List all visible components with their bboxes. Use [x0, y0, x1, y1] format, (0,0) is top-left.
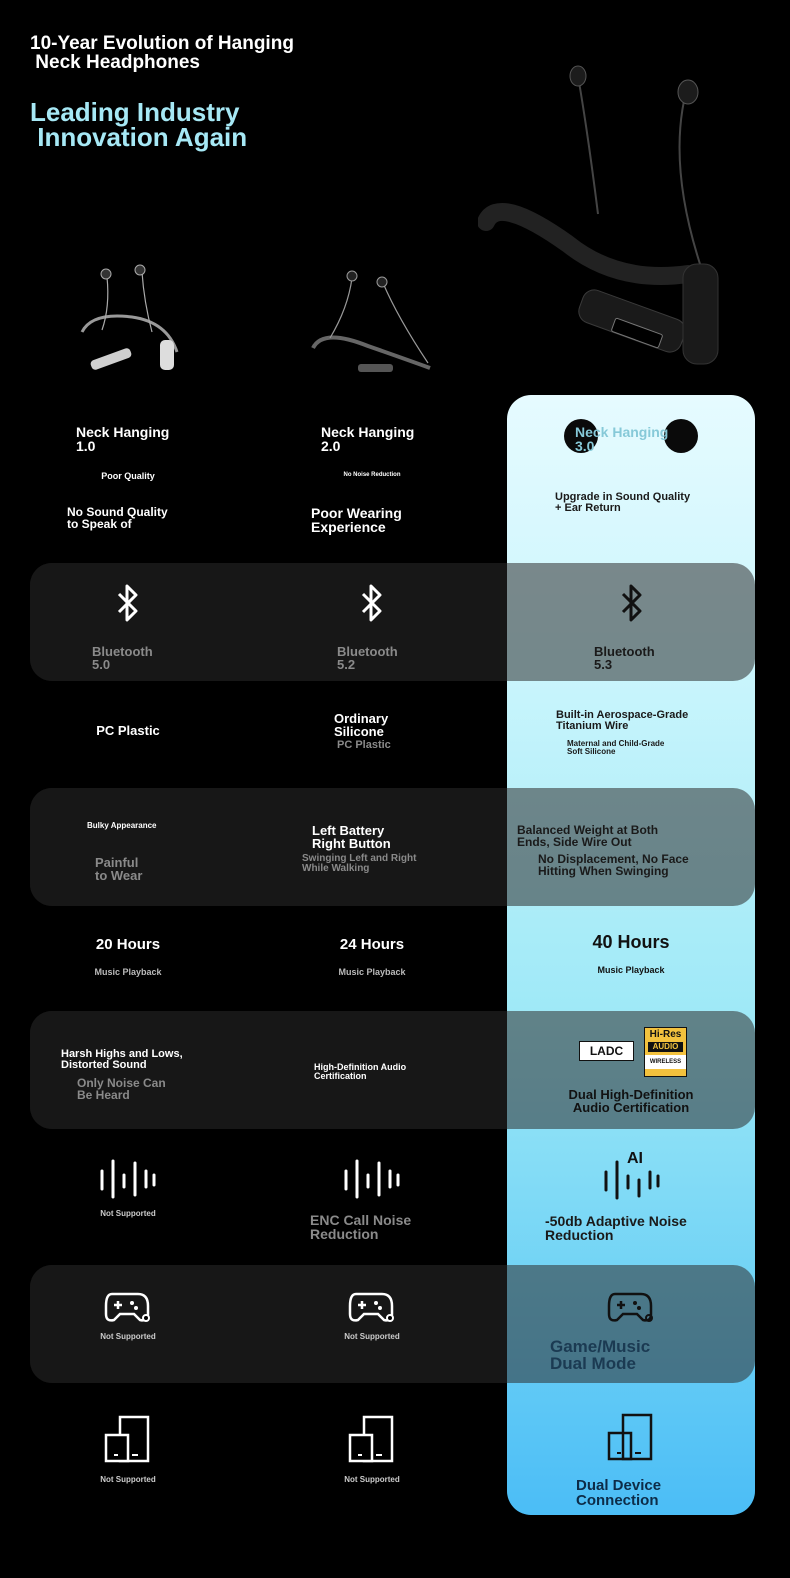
column-tagline-1: Poor Quality: [101, 471, 155, 481]
battery-hours-1: 20 Hours: [95, 936, 161, 953]
audio-3: Dual High-Definition Audio Certification: [568, 1087, 694, 1115]
wearing-1-top: Bulky Appearance: [87, 821, 157, 830]
wearing-2: Left Battery Right Button: [312, 823, 391, 851]
battery-label-2: Music Playback: [338, 967, 406, 977]
material-2: Ordinary Silicone: [334, 711, 389, 739]
dual-1: Not Supported: [100, 1475, 156, 1484]
headphone-1-image: [72, 262, 187, 384]
noise-3: -50db Adaptive Noise Reduction: [545, 1213, 687, 1243]
bluetooth-version-2: Bluetooth 5.2: [337, 644, 398, 672]
column-name-3: Neck Hanging 3.0: [575, 424, 669, 454]
hires-audio-label: AUDIO: [648, 1042, 683, 1052]
wearing-2-sub: Swinging Left and Right While Walking: [302, 853, 417, 874]
noise-2: ENC Call Noise Reduction: [310, 1212, 412, 1242]
bluetooth-icon: [114, 583, 142, 623]
column-name-2: Neck Hanging 2.0: [321, 424, 415, 454]
battery-label-1: Music Playback: [94, 967, 162, 977]
bluetooth-version-1: Bluetooth 5.0: [92, 644, 153, 672]
page-subtitle: Leading Industry Innovation Again: [30, 97, 248, 152]
hires-label: Hi-Res: [649, 1029, 682, 1040]
battery-hours-2: 24 Hours: [339, 936, 405, 953]
dual-device-icon: [605, 1413, 655, 1463]
material-2-sub: PC Plastic: [337, 739, 391, 751]
ai-label: AI: [627, 1150, 643, 1167]
column-summary-2: Poor Wearing Experience: [311, 505, 402, 535]
gamepad-music-icon: [102, 1290, 154, 1324]
audio-2: High-Definition Audio Certification: [314, 1062, 407, 1081]
bluetooth-icon: [358, 583, 386, 623]
battery-label-3: Music Playback: [597, 965, 665, 975]
column-tagline-2: No Noise Reduction: [343, 472, 401, 478]
dual-3: Dual Device Connection: [576, 1477, 662, 1509]
material-1: PC Plastic: [96, 723, 160, 738]
bluetooth-icon: [618, 583, 646, 623]
dual-device-icon: [102, 1415, 152, 1465]
headphone-3-image: [478, 64, 740, 376]
audio-1: Harsh Highs and Lows, Distorted Sound: [61, 1048, 183, 1071]
column-summary-3: Upgrade in Sound Quality + Ear Return: [555, 491, 691, 514]
material-3-sub: Maternal and Child-Grade Soft Silicone: [567, 739, 665, 756]
sound-wave-icon: [99, 1157, 157, 1199]
game-1: Not Supported: [100, 1332, 156, 1341]
dual-device-icon: [346, 1415, 396, 1465]
sound-wave-icon: [343, 1157, 401, 1199]
noise-1: Not Supported: [100, 1209, 156, 1218]
dual-2: Not Supported: [344, 1475, 400, 1484]
bluetooth-version-3: Bluetooth 5.3: [594, 644, 655, 672]
battery-hours-3: 40 Hours: [592, 932, 670, 952]
game-3: Game/Music Dual Mode: [550, 1337, 651, 1373]
wearing-3: Balanced Weight at Both Ends, Side Wire Out: [517, 823, 659, 849]
gamepad-music-icon: [605, 1290, 657, 1324]
game-2: Not Supported: [344, 1332, 400, 1341]
material-3: Built-in Aerospace-Grade Titanium Wire: [556, 709, 689, 732]
column-summary-1: No Sound Quality to Speak of: [67, 505, 168, 531]
page-title: 10-Year Evolution of Hanging Neck Headphones: [30, 33, 294, 73]
column-name-1: Neck Hanging 1.0: [76, 424, 170, 454]
wearing-3-sub: No Displacement, No Face Hitting When Swinging: [538, 852, 689, 878]
gamepad-music-icon: [346, 1290, 398, 1324]
headphone-2-image: [308, 268, 438, 380]
wearing-1: Painful to Wear: [95, 855, 143, 883]
audio-1-sub: Only Noise Can Be Heard: [77, 1076, 166, 1102]
hires-audio-badge: [644, 1027, 687, 1077]
hires-wireless-label: WIRELESS: [645, 1055, 686, 1069]
ldac-badge: LADC: [579, 1041, 634, 1061]
